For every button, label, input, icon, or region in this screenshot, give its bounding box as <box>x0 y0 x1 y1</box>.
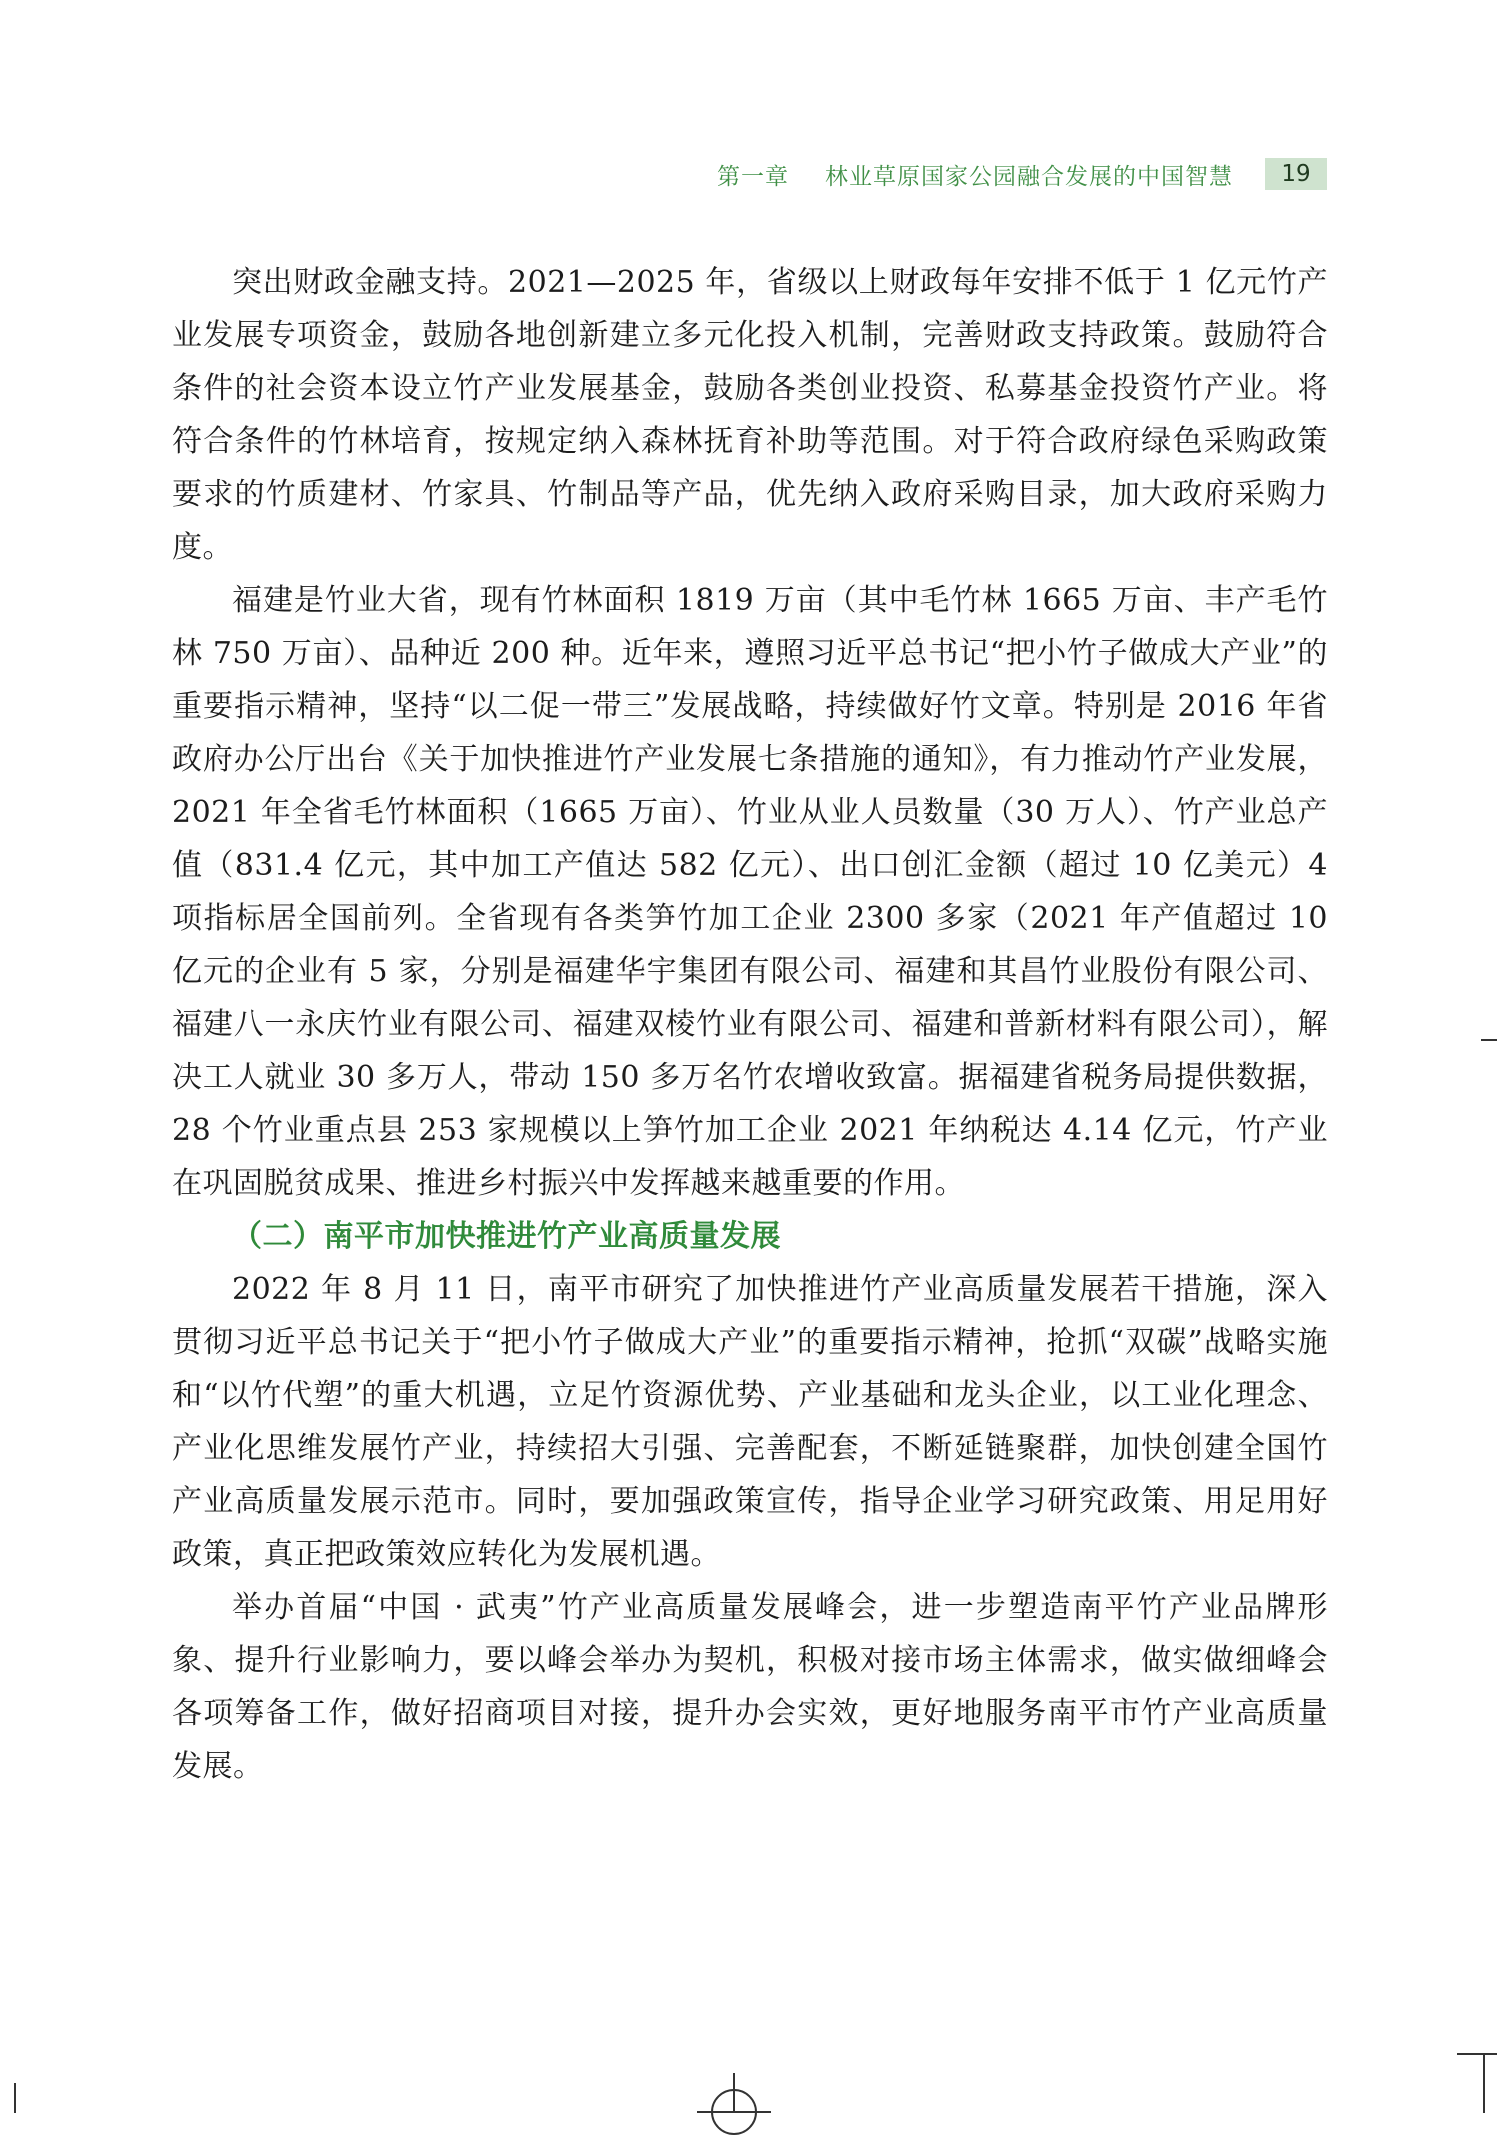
page-number: 19 <box>1265 158 1327 190</box>
crop-mark-right <box>1481 1039 1497 1041</box>
crop-mark-bottom-right-h <box>1457 2053 1497 2055</box>
paragraph-nanping-measures: 2022 年 8 月 11 日，南平市研究了加快推进竹产业高质量发展若干措施，深入贯彻习近平总书记关于“把小竹子做成大产业”的重要指示精神，抢抓“双碳”战略实施和“以竹代塑”的重大机遇，立足竹资源优势、产业基础和龙头企业，以工业化理念、产业化思维发展竹产业，持续招大引强、完善配套，不断延链聚群，加快创建全国竹产业高质量发展示范市。同时，要加强政策宣传，指导企业学习研究政策、用足用好政策，真正把政策效应转化为发展机遇。 <box>172 1272 1328 1572</box>
crop-mark-bottom-left <box>14 2083 16 2113</box>
paragraph-wuyi-summit: 举办首届“中国 · 武夷”竹产业高质量发展峰会，进一步塑造南平竹产业品牌形象、提升行业影响力，要以峰会举办为契机，积极对接市场主体需求，做实做细峰会各项筹备工作，做好招商项目对接，提升办会实效，更好地服务南平市竹产业高质量发展。 <box>172 1590 1328 1784</box>
crop-mark-bottom-right-v <box>1483 2053 1485 2113</box>
chapter-title: 林业草原国家公园融合发展的中国智慧 <box>825 163 1233 190</box>
page-body <box>172 256 1328 1793</box>
paragraph-fujian-bamboo: 福建是竹业大省，现有竹林面积 1819 万亩（其中毛竹林 1665 万亩、丰产毛竹林 750 万亩）、品种近 200 种。近年来，遵照习近平总书记“把小竹子做成大产业”的重要指示精神，坚持“以二促一带三”发展战略，持续做好竹文章。特别是 2016 年省政府办公厅出台《关于加快推进竹产业发展七条措施的通知》，有力推动竹产业发展，2021 年全省毛竹林面积（1665 万亩）、竹业从业人员数量（30 万人）、竹产业总产值（831.4 亿元，其中加工产值达 582 亿元）、出口创汇金额（超过 10 亿美元）4 项指标居全国前列。全省现有各类笋竹加工企业 2300 多家（2021 年产值超过 10 亿元的企业有 5 家，分别是福建华宇集团有限公司、福建和其昌竹业股份有限公司、福建八一永庆竹业有限公司、福建双棱竹业有限公司、福建和普新材料有限公司），解决工人就业 30 多万人，带动 150 多万名竹农增收致富。据福建省税务局提供数据，28 个竹业重点县 253 家规模以上笋竹加工企业 2021 年纳税达 4.14 亿元，竹产业在巩固脱贫成果、推进乡村振兴中发挥越来越重要的作用。 <box>172 583 1328 1201</box>
registration-crosshair-v <box>733 2073 735 2113</box>
running-header <box>717 158 1327 190</box>
paragraph-finance-support: 突出财政金融支持。2021—2025 年，省级以上财政每年安排不低于 1 亿元竹产业发展专项资金，鼓励各地创新建立多元化投入机制，完善财政支持政策。鼓励符合条件的社会资本设立竹产业发展基金，鼓励各类创业投资、私募基金投资竹产业。将符合条件的竹林培育，按规定纳入森林抚育补助等范围。对于符合政府绿色采购政策要求的竹质建材、竹家具、竹制品等产品，优先纳入政府采购目录，加大政府采购力度。 <box>172 265 1328 565</box>
chapter-label: 第一章 <box>717 163 789 190</box>
section-heading: （二）南平市加快推进竹产业高质量发展 <box>232 1219 781 1254</box>
